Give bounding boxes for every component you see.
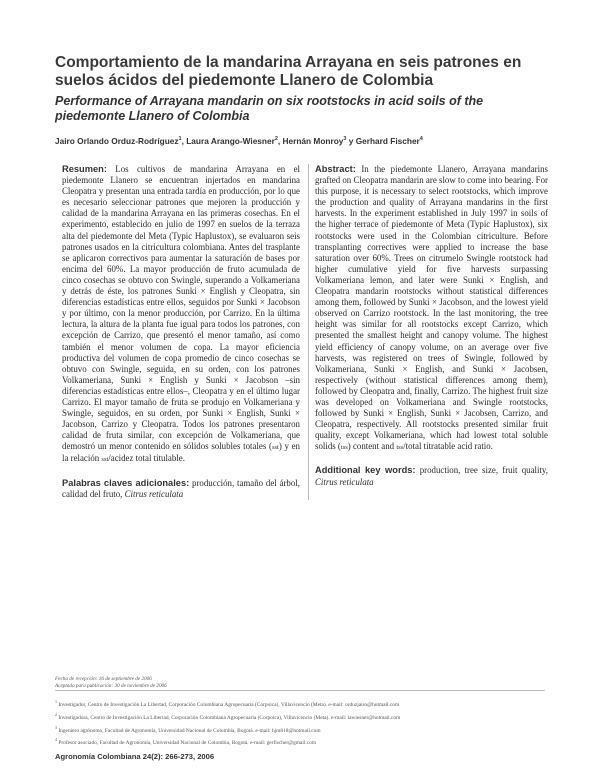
abstract-paragraph — [315, 164, 548, 453]
author-name: Jairo Orlando Orduz-Rodríguez — [55, 136, 179, 146]
key-words-species: Citrus reticulata — [315, 476, 374, 487]
footnote-mark: 4 — [55, 737, 57, 743]
author-separator: , — [181, 136, 187, 146]
footnote-item — [55, 723, 555, 736]
author-name: Laura Arango-Wiesner — [186, 136, 275, 146]
journal-citation-footer: Agronomía Colombiana 24(2): 266-273, 2006 — [55, 752, 215, 761]
palabras-claves-paragraph — [62, 478, 300, 500]
english-abstract-column — [315, 164, 548, 488]
author-name: Hernán Monroy — [282, 136, 344, 146]
key-words-paragraph — [315, 465, 548, 487]
author-name: Gerhard Fischer — [355, 136, 420, 146]
author-affiliation-mark: 4 — [419, 136, 423, 143]
submission-dates — [55, 676, 167, 690]
palabras-claves-label: Palabras claves adicionales: — [62, 477, 190, 488]
resumen-label: Resumen: — [62, 164, 107, 174]
spanish-abstract-column — [62, 164, 309, 500]
footnote-text: Investigadora, Centro de Investigación La Libertad, Corporación Colombiana Agropecuaria (Corpoica), Villavicencio (Meta). e-mail: lawiesner@hotmail.com — [58, 714, 401, 721]
abstract-label: Abstract: — [315, 164, 356, 174]
palabras-claves-species: Citrus reticulata — [124, 488, 184, 499]
resumen-paragraph — [62, 164, 300, 466]
footnote-mark: 2 — [55, 711, 57, 717]
received-date: Fecha de recepción: 16 de septiembre de 2006 — [55, 676, 152, 682]
author-affiliation-mark: 1 — [178, 136, 182, 143]
key-words-label: Additional key words: — [315, 465, 416, 476]
resumen-text: /acidez total titulable. — [108, 453, 185, 464]
author-separator: , — [277, 136, 283, 146]
abstract-text: In the piedemonte Llanero, Arrayana mandarins grafted on Cleopatra mandarin are slow to come into bearing. For this purpose, it is necessary to select rootstocks, which improve the production and quality of Arrayana mandarins in the first harvests. In the experiment established in July 1997 in soils of the higher terrace of piedemonte of Meta (Typic Haplustox), six rootstocks were used in the Colombian citriculture. Before transplanting correctives were applied to increase the base saturation over 60%. Trees on citrumelo Swingle rootstock had higher cumulative yield for five harvests surpassing Volkameriana lemon, and later were Sunki × English, and Cleopatra mandarin rootstocks without statistical differences among them, followed by Sunki × Jacobson, and the lowest yield observed on Carrizo rootstock. In the last monitoring, the tree height was similar for all rootstocks except Carrizo, which presented the smallest height and canopy volume. The highest yield efficiency of canopy volume, on an average over five harvests, was registered on trees of Swingle, followed by Volkameriana, Sunki × English, and Sunki × Jacobsen, respectively (without statistical differences among them), followed by Cleopatra and, finally, Carrizo. The highest fruit size was developed on Volkameriana and Swingle rootstocks, followed by Sunki × English, Sunki × Jacobsen, Carrizo, and Cleopatra, respectively. All rootstocks presented similar fruit quality, except Volkameriana, which had lowest total soluble solids ( — [315, 164, 548, 452]
resumen-abbreviation: sst — [101, 456, 109, 464]
author-list — [55, 136, 555, 146]
accepted-date: Aceptado para publicación: 30 de noviembre de 2006 — [55, 683, 167, 689]
footnote-item — [55, 710, 555, 723]
resumen-abbreviation: sst — [271, 444, 279, 452]
author-affiliation-mark: 3 — [343, 136, 347, 143]
abstract-abbreviation: tss — [396, 444, 404, 452]
resumen-text: Los cultivos de mandarina Arrayana en el piedemonte Llanero se encuentran injertados en mandarina Cleopatra y presentan una entrada tardía en producción, por lo que es necesario seleccionar patrones que mejoren la producción y calidad de la mandarina Arrayana en las primeras cosechas. En el experimento, establecido en julio de 1997 en suelos de la terraza alta del piedemonte del Meta (Typic Haplustox), se evaluaron seis patrones usados en la citricultura colombiana. Antes del trasplante se aplicaron correctivos para aumentar la saturación de bases por encima del 60%. La mayor producción de fruto acumulada de cinco cosechas se obtuvo con Swingle, superando a Volkameriana y detrás de éste, los patrones Sunki × English y Cleopatra, sin diferencias estadísticas entre ellos, seguidos por Sunki × Jacobson y por último, con la menor producción, por Carrizo. En la última lectura, la altura de la planta fue igual para todos los patrones, con excepción de Carrizo, que presentó el menor tamaño, así como también el menor volumen de copa. La mayor eficiencia productiva del volumen de copa promedio de cinco cosechas se obtuvo con Swingle, seguida, en su orden, con los patrones Volkameriana, Sunki × English y Sunki × Jacobson –sin diferencias estadísticas entre ellos–, Cleopatra y en el último lugar Carrizo. El mayor tamaño de fruta se produjo en Volkameriana y Swingle, seguidos, en su orden, por Sunki × English, Sunki × Jacobson, Carrizo y Cleopatra. Todos los patrones presentaron calidad de fruta similar, con excepción de Volkameriana, que demostró un menor contenido en sólidos solubles totales ( — [62, 164, 300, 452]
footnote-divider — [55, 690, 545, 691]
footnote-text: Ingeniero agrónomo, Facultad de Agronomía, Universidad Nacional de Colombia, Bogotá. e-mail: hjm818@hotmail.com — [58, 727, 321, 734]
palabras-claves-text: producción, tamaño del árbol, calidad del fruto, — [62, 477, 300, 499]
author-affiliation-mark: 2 — [274, 136, 278, 143]
abstract-text: ) content and — [347, 441, 397, 452]
affiliation-footnotes — [55, 697, 555, 748]
footnote-mark: 1 — [55, 699, 57, 704]
key-words-text: production, tree size, fruit quality, — [415, 465, 548, 476]
footnote-item — [55, 697, 555, 710]
footnote-mark: 3 — [55, 724, 57, 730]
footnote-text: Investigador, Centro de Investigación La Libertad, Corporación Colombiana Agropecuaria (Corpoica), Villavicencio (Meta). e-mail: orduzjairo@hotmail.com — [58, 701, 400, 708]
footnote-text: Profesor asociado, Facultad de Agronomía, Universidad Nacional de Colombia, Bogotá. e-mail: gerfischer@gmail.com — [58, 740, 317, 747]
title-spanish: Comportamiento de la mandarina Arrayana en seis patrones en suelos ácidos del piedemonte Llanero de Colombia — [55, 54, 522, 89]
abstract-text: /total titratable acid ratio. — [403, 441, 493, 452]
author-separator: y — [346, 136, 356, 146]
resumen-text: ) y en la relación — [62, 441, 300, 464]
title-english: Performance of Arrayana mandarin on six rootstocks in acid soils of the piedemonte Llanero of Colombia — [55, 94, 484, 123]
footnote-item — [55, 735, 555, 748]
abstract-abbreviation: tss — [340, 444, 348, 452]
